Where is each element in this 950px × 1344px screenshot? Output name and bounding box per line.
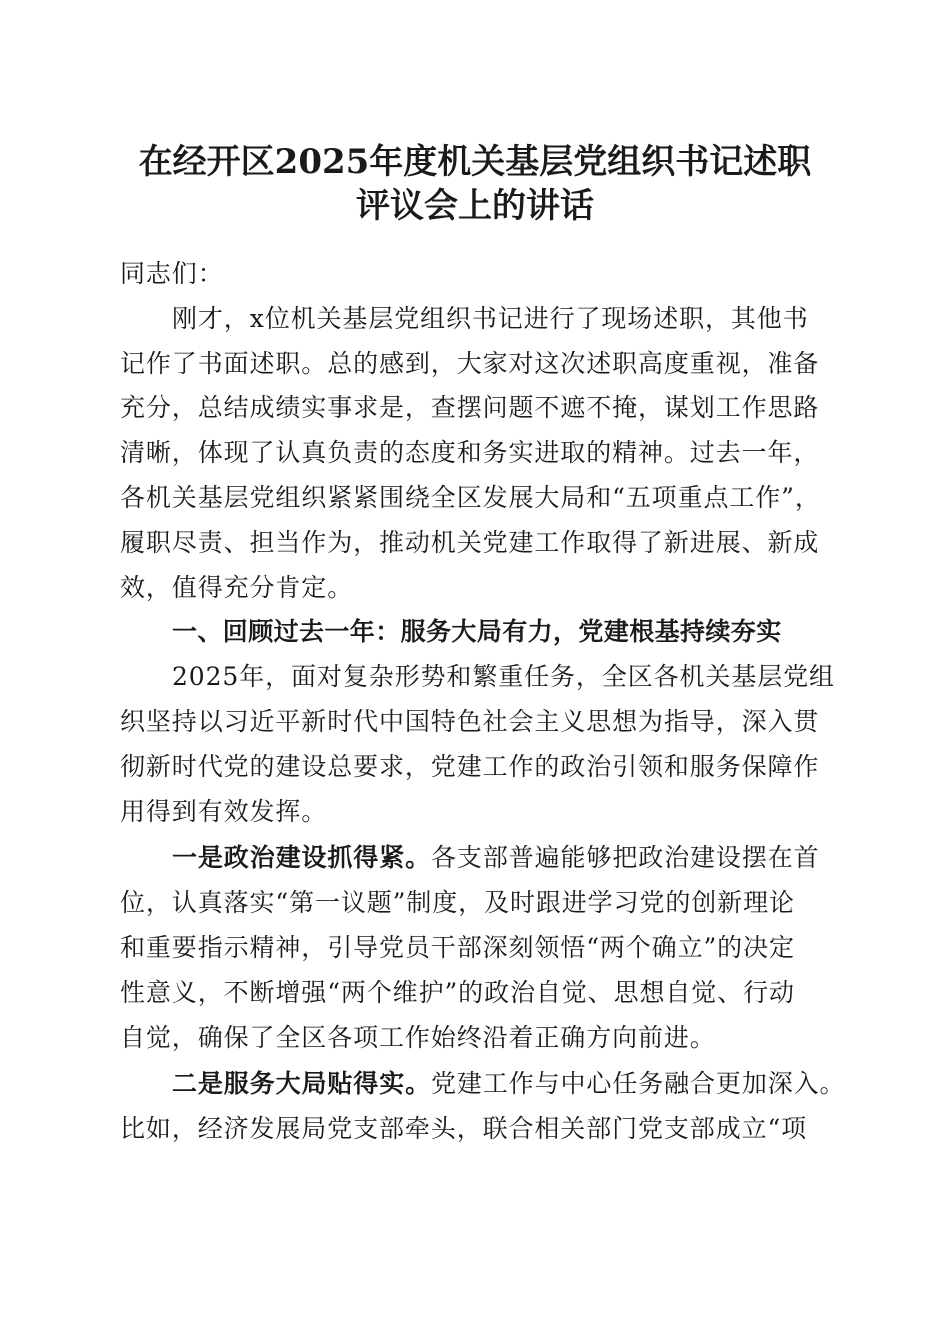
paragraph-3-lead: 一是政治建设抓得紧。 xyxy=(172,843,432,873)
paragraph-1-line: 效，值得充分肯定。 xyxy=(120,572,354,602)
salutation: 同志们： xyxy=(120,259,224,288)
paragraph-4-line: 比如，经济发展局党支部牵头，联合相关部门党支部成立“项 xyxy=(120,1114,808,1144)
paragraph-4-first-line xyxy=(120,1062,846,1107)
paragraph-4-lead: 二是服务大局贴得实。 xyxy=(172,1069,432,1099)
paragraph-1-line: 各机关基层党组织紧紧围绕全区发展大局和“五项重点工作”， xyxy=(120,482,821,512)
paragraph-2-line: 彻新时代党的建设总要求，党建工作的政治引领和服务保障作 xyxy=(120,751,820,781)
paragraph-3-line: 各支部普遍能够把政治建设摆在首 xyxy=(431,843,820,873)
paragraph-3-line: 性意义，不断增强“两个维护”的政治自觉、思想自觉、行动 xyxy=(120,977,795,1007)
paragraph-1-line: 记作了书面述职。总的感到，大家对这次述职高度重视，准备 xyxy=(120,348,820,378)
paragraph-2-line: 织坚持以习近平新时代中国特色社会主义思想为指导，深入贯 xyxy=(120,706,820,736)
paragraph-1-line: 清晰，体现了认真负责的态度和务实进取的精神。过去一年， xyxy=(120,438,820,468)
paragraph-1-line: 充分，总结成绩实事求是，查摆问题不遮不掩，谋划工作思路 xyxy=(120,393,820,423)
paragraph-4-line: 党建工作与中心任务融合更加深入。 xyxy=(431,1069,846,1099)
document-body xyxy=(120,252,846,1152)
paragraph-3-line: 和重要指示精神，引导党员干部深刻领悟“两个确立”的决定 xyxy=(120,932,795,962)
paragraph-3-line: 自觉，确保了全区各项工作始终沿着正确方向前进。 xyxy=(120,1022,716,1052)
paragraph-3-first-line xyxy=(120,836,835,881)
document-title-line-2: 评议会上的讲话 xyxy=(356,186,594,226)
paragraph-1-line: 履职尽责、担当作为，推动机关党建工作取得了新进展、新成 xyxy=(120,527,820,557)
paragraph-3-line: 位，认真落实“第一议题”制度，及时跟进学习党的创新理论 xyxy=(120,888,795,918)
paragraph-2-line: 2025年，面对复杂形势和繁重任务，全区各机关基层党组 xyxy=(172,662,835,692)
paragraph-1-line: 刚才，x位机关基层党组织书记进行了现场述职，其他书 xyxy=(172,303,809,333)
section-heading-1: 一、回顾过去一年：服务大局有力，党建根基持续夯实 xyxy=(172,617,782,647)
paragraph-2-line: 用得到有效发挥。 xyxy=(120,796,328,826)
document-title-line-1: 在经开区2025年度机关基层党组织书记述职 xyxy=(138,142,812,182)
